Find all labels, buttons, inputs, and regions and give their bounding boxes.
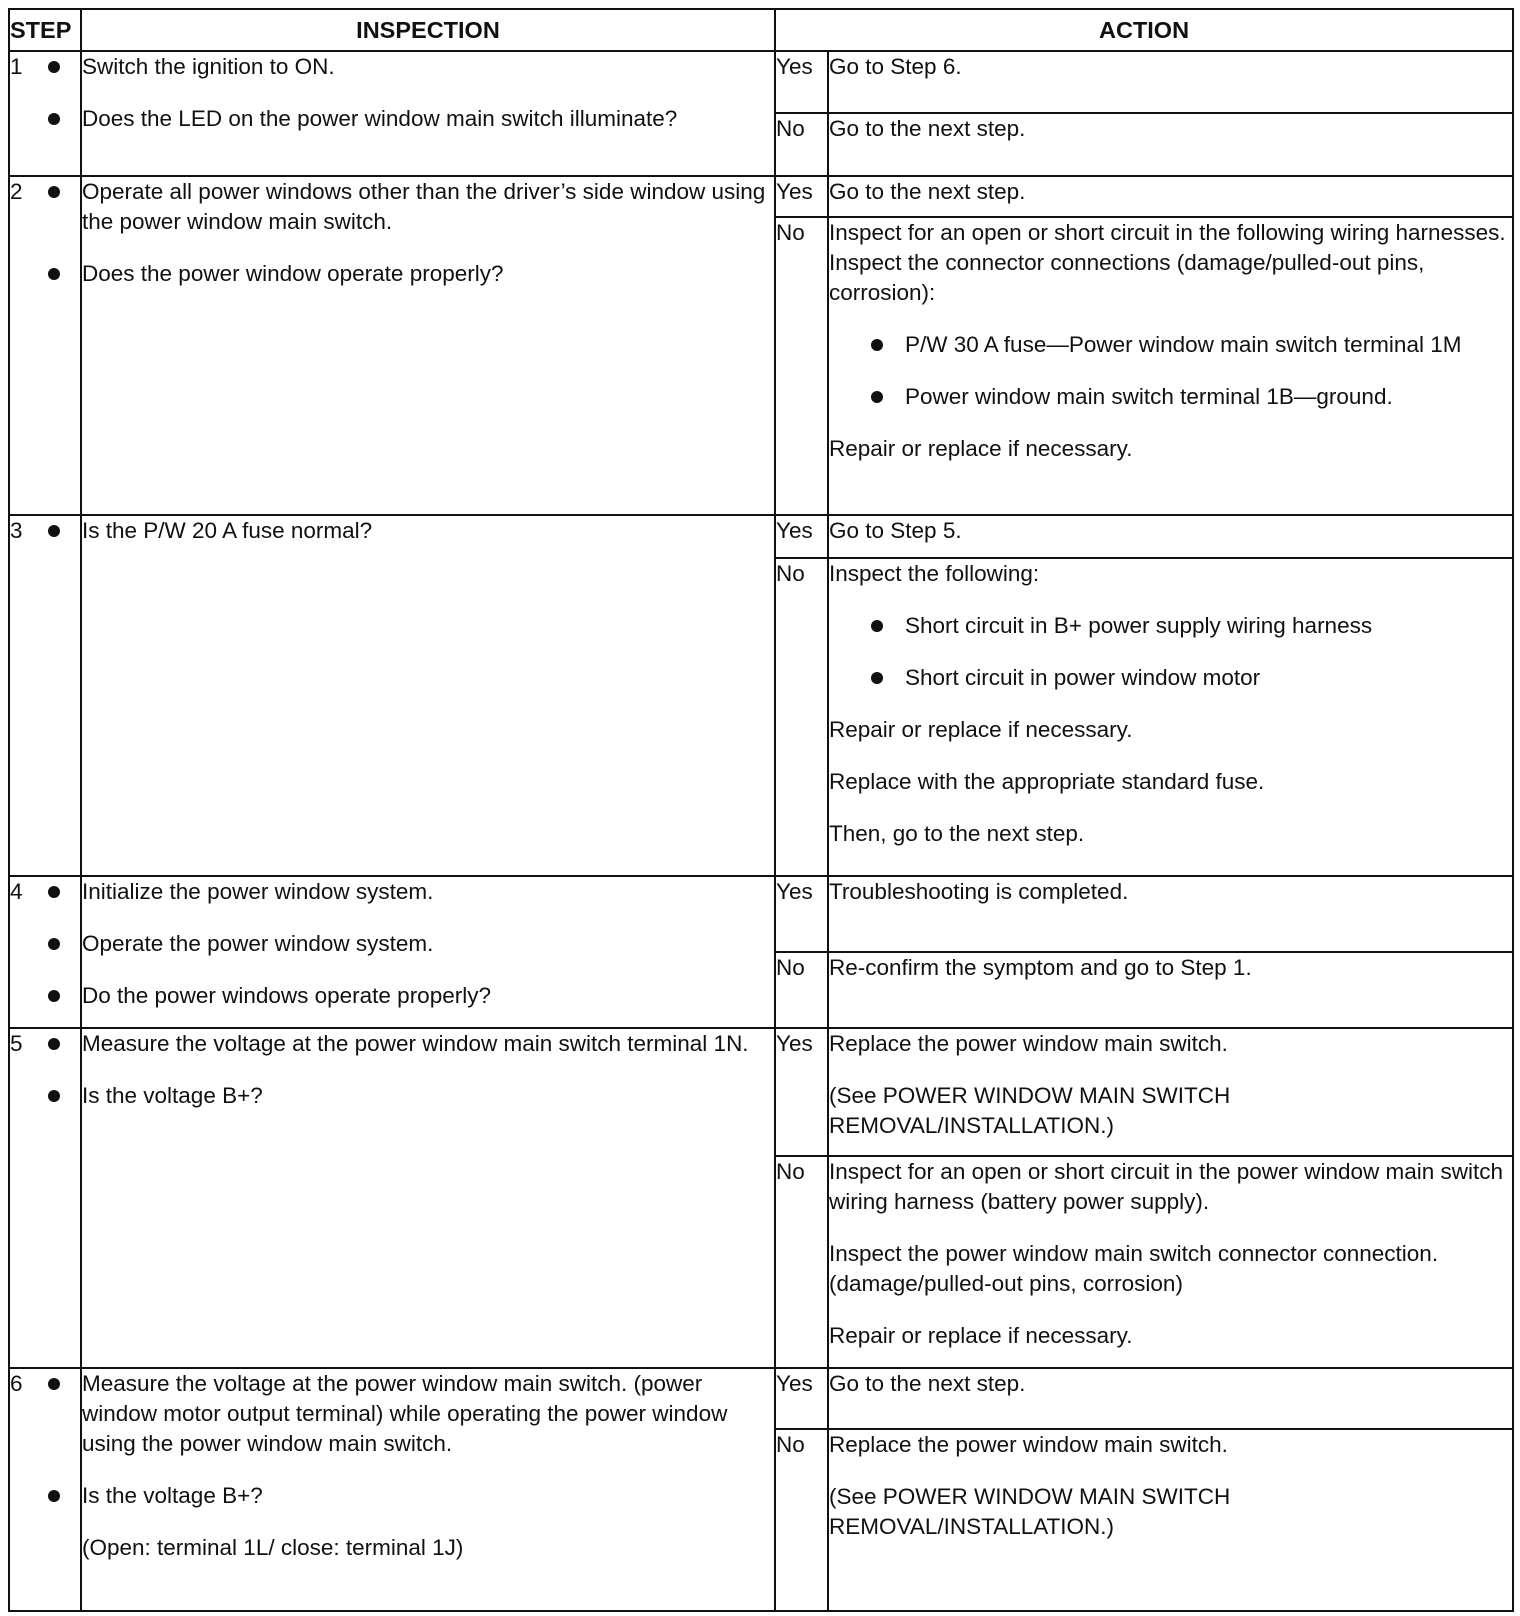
no-action (828, 558, 1513, 876)
yes-action (828, 1368, 1513, 1429)
no-label: No (775, 113, 828, 176)
inspection-header: INSPECTION (81, 9, 775, 51)
step-number: 1 (9, 51, 81, 176)
inspection-item: Operate the power window system. (82, 929, 774, 959)
step-2-yes-row (9, 176, 1513, 217)
step-number: 6 (9, 1368, 81, 1611)
inspection-cell (81, 51, 775, 176)
action-text: Repair or replace if necessary. (829, 436, 1133, 461)
action-text: Go to the next step. (829, 1371, 1026, 1396)
inspection-cell (81, 515, 775, 876)
action-text: Inspect for an open or short circuit in the following wiring harnesses. Inspect the connector connections (damage/pulled-out pins, corrosion): (829, 220, 1506, 305)
step-header: STEP (9, 9, 81, 51)
inspection-item: Do the power windows operate properly? (82, 981, 774, 1011)
step-3-yes-row (9, 515, 1513, 558)
yes-action (828, 876, 1513, 952)
yes-action (828, 515, 1513, 558)
inspection-cell (81, 176, 775, 515)
action-text: Go to Step 5. (829, 518, 962, 543)
action-text: Repair or replace if necessary. (829, 717, 1133, 742)
action-text: (See POWER WINDOW MAIN SWITCH REMOVAL/INSTALLATION.) (829, 1484, 1231, 1539)
inspection-item: Is the P/W 20 A fuse normal? (82, 516, 774, 546)
inspection-item: Does the power window operate properly? (82, 259, 774, 289)
action-bullet: P/W 30 A fuse—Power window main switch terminal 1M (905, 330, 1512, 360)
inspection-item: Measure the voltage at the power window main switch. (power window motor output terminal) while operating the power window using the power window main switch. (82, 1369, 774, 1459)
yes-action (828, 51, 1513, 113)
yes-label: Yes (775, 1028, 828, 1156)
no-action (828, 952, 1513, 1028)
inspection-item: Is the voltage B+? (82, 1481, 774, 1511)
action-text: Re-confirm the symptom and go to Step 1. (829, 955, 1252, 980)
action-text: Go to Step 6. (829, 54, 962, 79)
inspection-cell (81, 1368, 775, 1611)
action-header: ACTION (775, 9, 1513, 51)
action-text: Troubleshooting is completed. (829, 879, 1129, 904)
step-number: 5 (9, 1028, 81, 1368)
no-action (828, 1156, 1513, 1368)
action-text: Inspect the power window main switch connector connection. (damage/pulled-out pins, corrosion) (829, 1241, 1439, 1296)
action-text: Replace the power window main switch. (829, 1031, 1228, 1056)
action-text: Repair or replace if necessary. (829, 1323, 1133, 1348)
inspection-item: Initialize the power window system. (82, 877, 774, 907)
step-4-yes-row (9, 876, 1513, 952)
no-label: No (775, 952, 828, 1028)
action-bullet: Short circuit in power window motor (905, 663, 1512, 693)
action-text: Replace the power window main switch. (829, 1432, 1228, 1457)
header-row (9, 9, 1513, 51)
no-action (828, 113, 1513, 176)
inspection-cell (81, 1028, 775, 1368)
inspection-note: (Open: terminal 1L/ close: terminal 1J) (82, 1535, 464, 1560)
inspection-cell (81, 876, 775, 1028)
no-action (828, 1429, 1513, 1611)
yes-label: Yes (775, 51, 828, 113)
inspection-item: Switch the ignition to ON. (82, 52, 774, 82)
action-text: (See POWER WINDOW MAIN SWITCH REMOVAL/INSTALLATION.) (829, 1083, 1231, 1138)
no-label: No (775, 217, 828, 515)
yes-action (828, 176, 1513, 217)
inspection-item: Does the LED on the power window main switch illuminate? (82, 104, 774, 134)
step-5-yes-row (9, 1028, 1513, 1156)
no-label: No (775, 1156, 828, 1368)
step-6-yes-row (9, 1368, 1513, 1429)
action-text: Go to the next step. (829, 179, 1026, 204)
yes-label: Yes (775, 515, 828, 558)
action-text: Then, go to the next step. (829, 821, 1085, 846)
yes-label: Yes (775, 176, 828, 217)
inspection-item: Is the voltage B+? (82, 1081, 774, 1111)
action-text: Go to the next step. (829, 116, 1026, 141)
action-bullet: Power window main switch terminal 1B—ground. (905, 382, 1512, 412)
action-text: Inspect for an open or short circuit in the power window main switch wiring harness (battery power supply). (829, 1159, 1504, 1214)
no-action (828, 217, 1513, 515)
inspection-item: Operate all power windows other than the driver’s side window using the power window main switch. (82, 177, 774, 237)
step-number: 4 (9, 876, 81, 1028)
no-label: No (775, 1429, 828, 1611)
troubleshooting-table (8, 8, 1514, 1612)
yes-label: Yes (775, 876, 828, 952)
step-1-yes-row (9, 51, 1513, 113)
step-number: 3 (9, 515, 81, 876)
action-text: Replace with the appropriate standard fuse. (829, 769, 1265, 794)
yes-action (828, 1028, 1513, 1156)
yes-label: Yes (775, 1368, 828, 1429)
step-number: 2 (9, 176, 81, 515)
no-label: No (775, 558, 828, 876)
action-text: Inspect the following: (829, 561, 1040, 586)
action-bullet: Short circuit in B+ power supply wiring harness (905, 611, 1512, 641)
inspection-item: Measure the voltage at the power window main switch terminal 1N. (82, 1029, 774, 1059)
